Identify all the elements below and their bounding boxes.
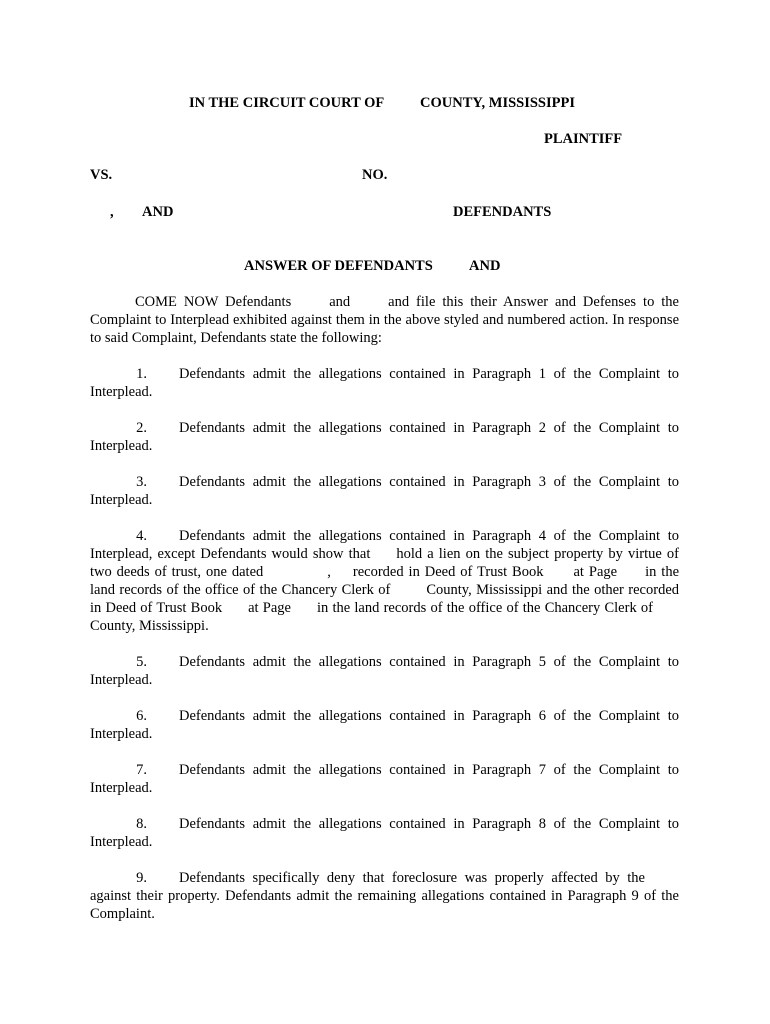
case-number-label: NO. [362, 167, 388, 183]
paragraph-number: 4. [136, 528, 147, 544]
caption-and: AND [142, 204, 174, 220]
document-title-right: AND [469, 258, 501, 274]
paragraph-9-text-2: against their property. Defendants admit the remaining allegations contained in Paragraph 9 of the Complaint. [90, 888, 679, 922]
numbered-paragraph-9 [90, 869, 679, 923]
intro-paragraph [90, 293, 679, 347]
paragraph-text: Defendants admit the allegations contained in Paragraph 5 of the Complaint to Interplead. [90, 654, 679, 688]
court-line-left: IN THE CIRCUIT COURT OF [189, 95, 385, 111]
intro-part2: and [329, 294, 351, 310]
intro-part3: and file this their Answer and Defenses to the Complaint to Interplead exhibited against them in the above styled and numbered action. In response to said Complaint, Defendants state the following: [90, 294, 679, 346]
numbered-paragraph-7 [90, 761, 679, 797]
paragraph-4-text-7: County, Mississippi and the other recorded in Deed of Trust Book [90, 582, 680, 616]
plaintiff-label: PLAINTIFF [544, 131, 623, 147]
numbered-paragraph-2 [90, 419, 679, 455]
paragraph-text: Defendants admit the allegations contained in Paragraph 8 of the Complaint to Interplead. [90, 816, 679, 850]
paragraph-text: Defendants admit the allegations contained in Paragraph 6 of the Complaint to Interplead. [90, 708, 679, 742]
paragraph-4-text-2: hold a lien on the subject property by virtue of two deeds of trust, one dated [90, 546, 679, 580]
numbered-paragraph-8 [90, 815, 679, 851]
paragraph-4-text-10: County, Mississippi. [90, 618, 209, 634]
paragraph-number: 3. [136, 474, 147, 490]
caption-comma: , [110, 204, 114, 220]
paragraph-4-text-8: at Page [248, 600, 291, 616]
paragraph-4-text-6: in the land records of the office of the Chancery Clerk of [90, 564, 680, 598]
defendants-label: DEFENDANTS [453, 204, 552, 220]
paragraph-number: 5. [136, 654, 147, 670]
numbered-paragraph-5 [90, 653, 679, 689]
paragraph-4-text-9: in the land records of the office of the Chancery Clerk of [316, 600, 653, 616]
paragraph-number: 8. [136, 816, 147, 832]
paragraph-4-text-1: Defendants admit the allegations contained in Paragraph 4 of the Complaint to Interplead, except Defendants would show that [90, 528, 679, 562]
intro-part1: COME NOW Defendants [135, 294, 292, 310]
paragraph-4-text-5: at Page [573, 564, 618, 580]
paragraph-text: Defendants admit the allegations contained in Paragraph 3 of the Complaint to Interplead. [90, 474, 679, 508]
paragraph-text: Defendants admit the allegations contained in Paragraph 7 of the Complaint to Interplead. [90, 762, 679, 796]
numbered-paragraph-4 [90, 527, 679, 635]
numbered-paragraph-1 [90, 365, 679, 401]
paragraph-text: Defendants admit the allegations contained in Paragraph 1 of the Complaint to Interplead. [90, 366, 679, 400]
vs-label: VS. [90, 167, 113, 183]
document-title-left: ANSWER OF DEFENDANTS [244, 258, 433, 274]
paragraph-number: 9. [136, 870, 147, 886]
numbered-paragraph-3 [90, 473, 679, 509]
paragraph-number: 6. [136, 708, 147, 724]
paragraph-number: 7. [136, 762, 147, 778]
paragraph-4-text-4: recorded in Deed of Trust Book [352, 564, 544, 580]
numbered-paragraph-6 [90, 707, 679, 743]
paragraph-9-text-1: Defendants specifically deny that foreclosure was properly affected by the [179, 870, 645, 886]
paragraph-text: Defendants admit the allegations contained in Paragraph 2 of the Complaint to Interplead. [90, 420, 679, 454]
paragraph-4-text-3: , [327, 564, 331, 580]
paragraph-number: 2. [136, 420, 147, 436]
paragraph-number: 1. [136, 366, 147, 382]
court-line-right: COUNTY, MISSISSIPPI [420, 95, 575, 111]
